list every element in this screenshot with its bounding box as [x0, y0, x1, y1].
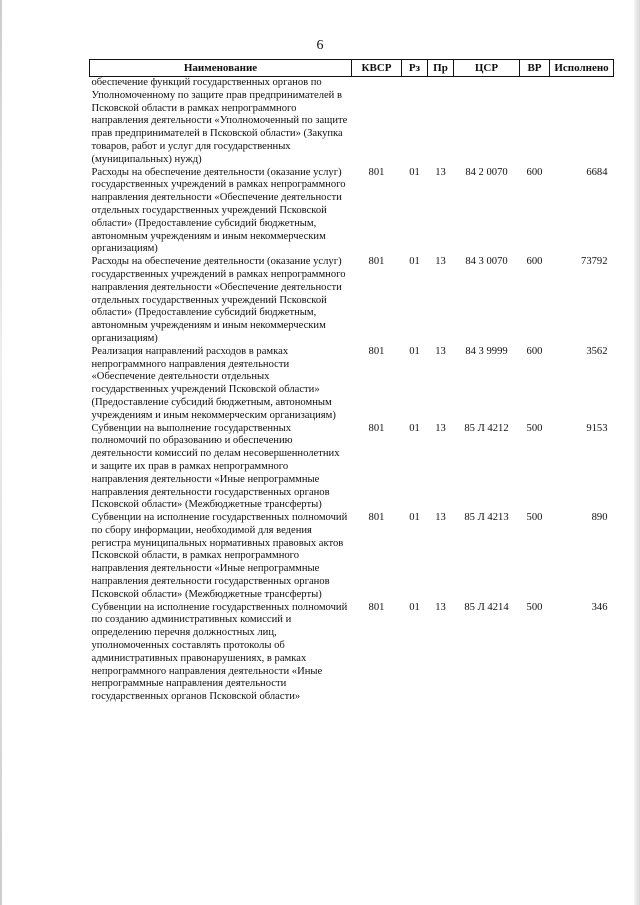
row-csr: 84 3 9999 [465, 345, 508, 357]
row-rz: 01 [409, 601, 420, 613]
row-rz: 01 [409, 422, 420, 434]
row-name: Реализация направлений расходов в рамках непрограммного направления деятельности «Обеспечение деятельности отдельных государственных учреждений Псковской области» (Предоставление субсидий бюджетным, автономным учреждениям и иным некоммерческим организациям) [91, 345, 336, 421]
row-vr [520, 77, 550, 167]
table-row [90, 512, 614, 602]
row-pr: 13 [435, 345, 446, 357]
row-kvsr: 801 [368, 422, 385, 434]
row-executed: 73792 [581, 256, 608, 268]
row-name: Субвенции на выполнение государственных полномочий по образованию и обеспечению деятельности комиссий по делам несовершеннолетних и защите их прав в рамках непрограммного направления деятельности «Иные непрограммные направления деятельности государственных органов Псковской области» (Межбюджетные трансферты) [91, 422, 340, 511]
row-pr: 13 [435, 256, 446, 268]
row-pr: 13 [435, 512, 446, 524]
scan-edge-right [634, 0, 640, 905]
row-name: Субвенции на исполнение государственных полномочий по созданию административных комиссий и определению перечня должностных лиц, уполномоченных составлять протоколы об административных правонарушениях, в рамках непрограммного направления деятельности «Иные непрограммные направления деятельности государственных органов Псковской области» [91, 601, 348, 703]
row-csr: 84 3 0070 [465, 256, 508, 268]
header-executed: Исполнено [550, 60, 614, 77]
row-csr [454, 77, 520, 167]
row-vr: 600 [526, 256, 543, 268]
budget-table [89, 59, 614, 704]
row-name: Расходы на обеспечение деятельности (оказание услуг) государственных учреждений в рамках непрограммного направления деятельности «Обеспечение деятельности отдельных государственных учреждений Псковской области» (Предоставление субсидий бюджетным, автономным учреждениям и иным некоммерческим организациям) [91, 166, 346, 255]
row-executed: 3562 [586, 345, 608, 357]
row-kvsr: 801 [368, 256, 385, 268]
row-rz: 01 [409, 166, 420, 178]
row-vr: 600 [526, 345, 543, 357]
row-kvsr: 801 [368, 512, 385, 524]
row-kvsr [352, 77, 402, 167]
header-vr: ВР [520, 60, 550, 77]
row-csr: 84 2 0070 [465, 166, 508, 178]
row-name: Расходы на обеспечение деятельности (оказание услуг) государственных учреждений в рамках непрограммного направления деятельности «Обеспечение деятельности отдельных государственных учреждений Псковской области» (Предоставление субсидий бюджетным, автономным учреждениям и иным некоммерческим организациям) [91, 256, 346, 344]
row-pr [428, 77, 454, 167]
row-rz [402, 77, 428, 167]
scan-edge-left [0, 0, 2, 905]
table-row [90, 346, 614, 423]
row-vr: 500 [526, 512, 543, 524]
header-pr: Пр [428, 60, 454, 77]
row-pr: 13 [435, 601, 446, 613]
header-rz: Рз [402, 60, 428, 77]
header-name: Наименование [90, 60, 352, 77]
row-rz: 01 [409, 512, 420, 524]
row-executed: 6684 [586, 166, 608, 178]
row-vr: 600 [526, 166, 543, 178]
table-row [90, 602, 614, 704]
row-executed: 890 [591, 512, 608, 524]
table-row [90, 167, 614, 257]
row-executed [550, 77, 614, 167]
row-pr: 13 [435, 422, 446, 434]
row-pr: 13 [435, 166, 446, 178]
row-csr: 85 Л 4214 [464, 601, 509, 613]
row-executed: 9153 [586, 422, 608, 434]
table-row [90, 423, 614, 513]
row-executed: 346 [591, 601, 608, 613]
table-row [90, 256, 614, 346]
row-csr: 85 Л 4213 [464, 512, 509, 524]
row-kvsr: 801 [368, 601, 385, 613]
table-header-row [90, 60, 614, 77]
table-row [90, 77, 614, 167]
row-vr: 500 [526, 601, 543, 613]
row-kvsr: 801 [368, 166, 385, 178]
header-kvsr: КВСР [352, 60, 402, 77]
row-kvsr: 801 [368, 345, 385, 357]
page-number: 6 [316, 38, 324, 53]
header-csr: ЦСР [454, 60, 520, 77]
row-name: Субвенции на исполнение государственных полномочий по сбору информации, необходимой для ведения регистра муниципальных нормативных правовых актов Псковской области, в рамках непрограммного направления деятельности «Иные непрограммные направления деятельности государственных органов Псковской области» (Межбюджетные трансферты) [91, 512, 348, 600]
row-name: обеспечение функций государственных органов по Уполномоченному по защите прав предпринимателей в Псковской области в рамках непрограммного направления деятельности «Уполномоченный по защите прав предпринимателей в Псковской области» (Закупка товаров, работ и услуг для государственных (муниципальных) нужд) [91, 77, 348, 165]
row-rz: 01 [409, 256, 420, 268]
row-vr: 500 [526, 422, 543, 434]
row-csr: 85 Л 4212 [464, 422, 509, 434]
row-rz: 01 [409, 345, 420, 357]
